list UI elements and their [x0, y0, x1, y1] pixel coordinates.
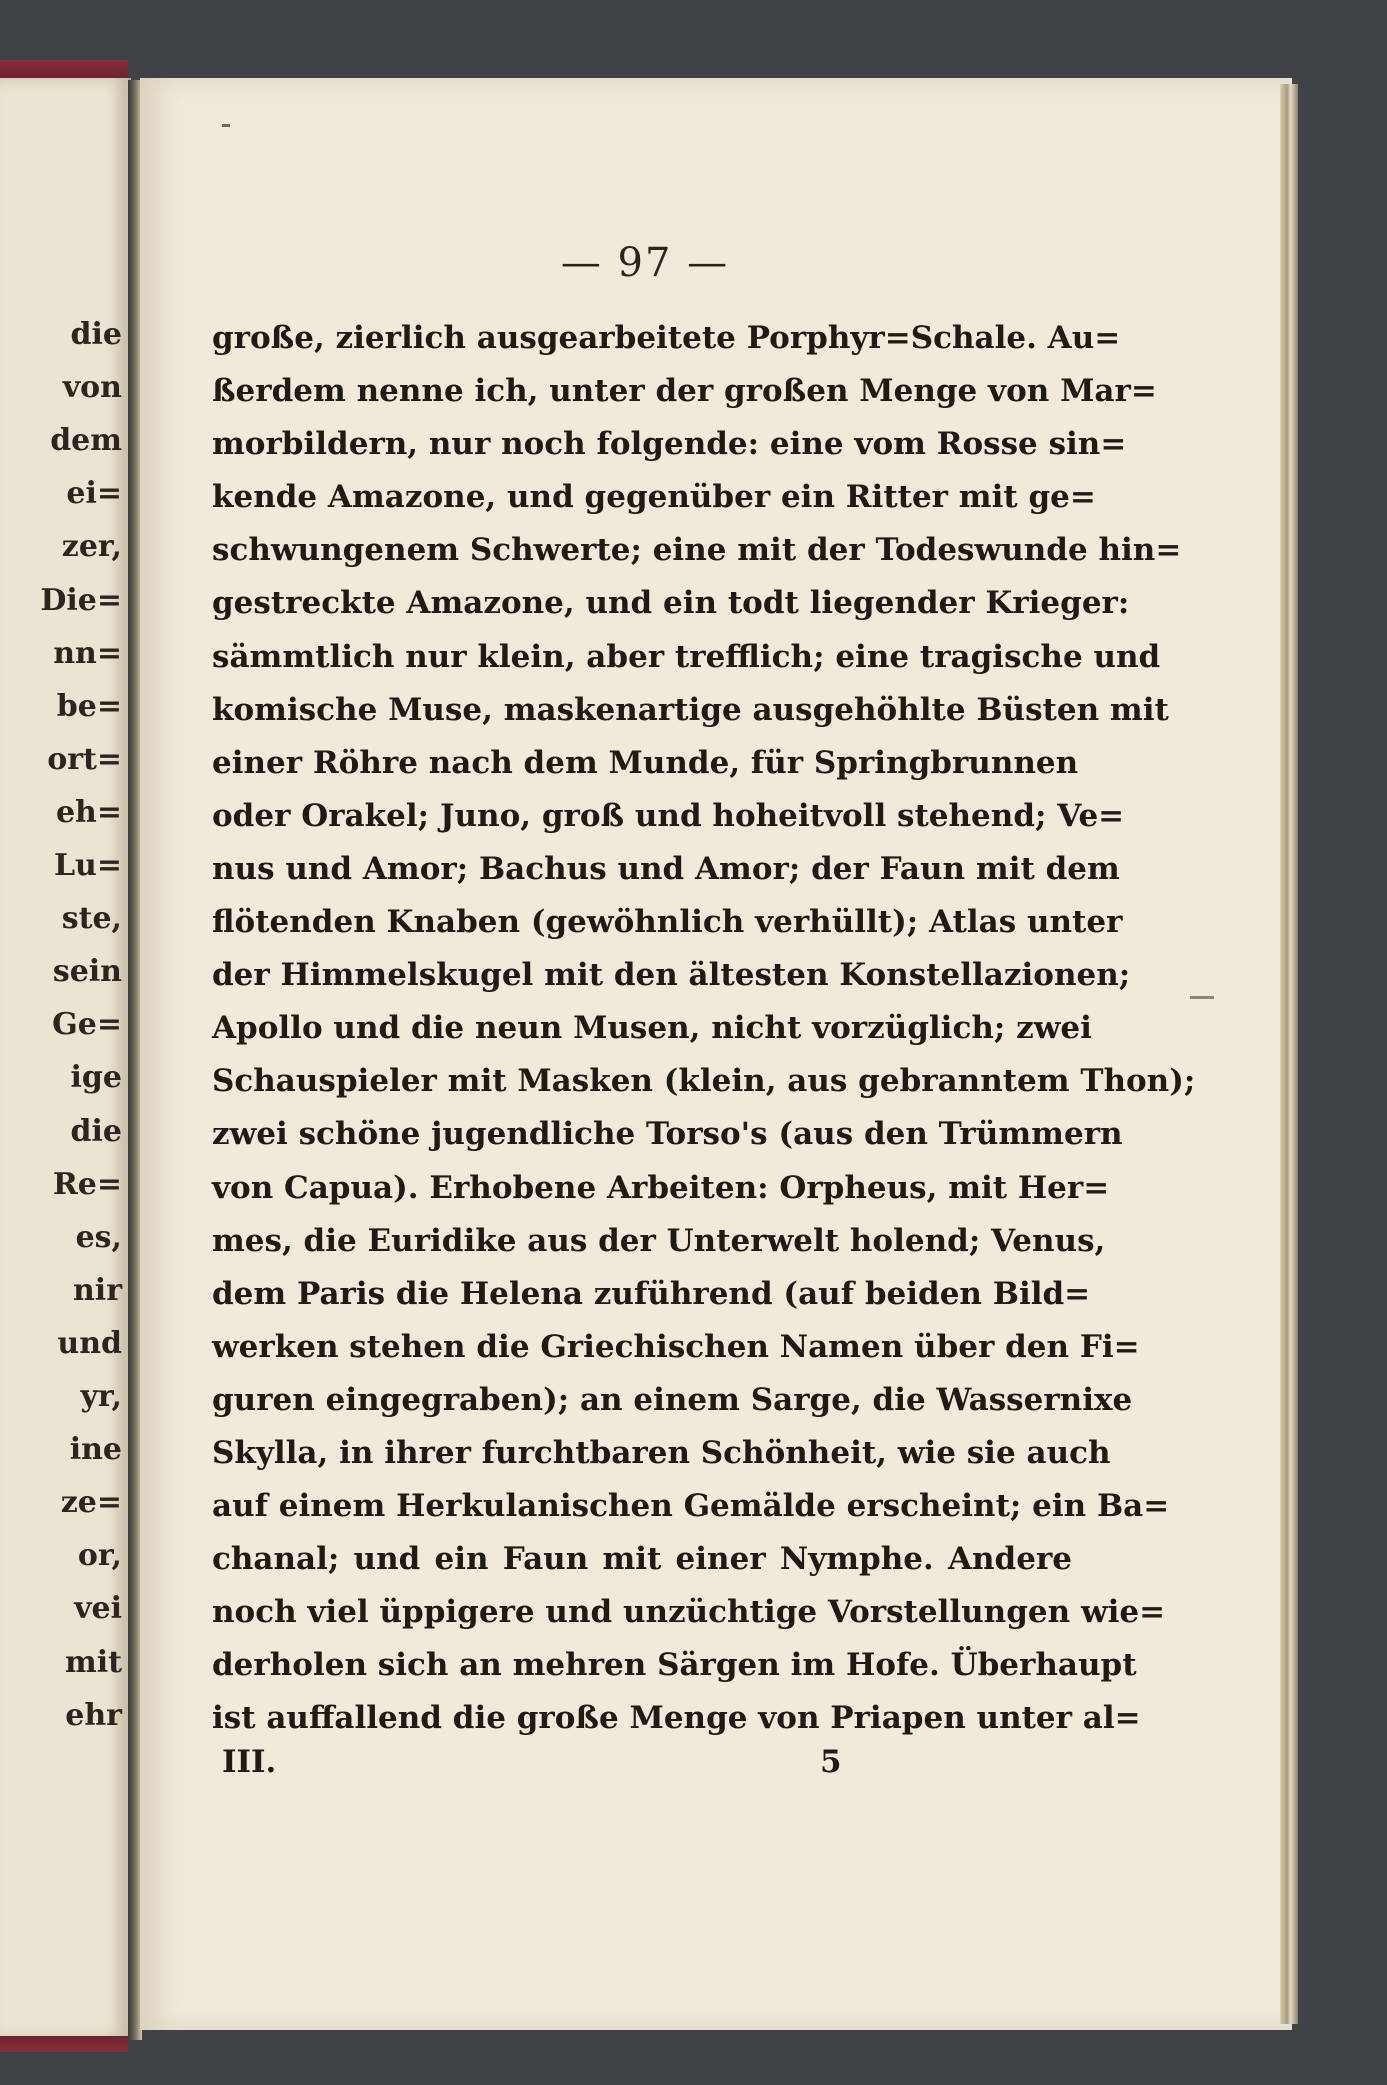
left-page-text-fragment: Die= — [40, 582, 122, 618]
book-cover-edge-top — [0, 60, 128, 78]
book-cover-edge-bottom — [0, 2036, 128, 2052]
text-line: auf einem Herkulanischen Gemälde erscheint; ein Ba= — [212, 1488, 1170, 1525]
left-page-text-fragment: Re= — [52, 1166, 122, 1202]
left-page-text-fragment: dem — [50, 423, 122, 459]
left-page-text-fragment: ort= — [47, 741, 122, 777]
left-page-text-fragment: mit — [65, 1644, 122, 1680]
text-line: noch viel üppigere und unzüchtige Vorstellungen wie= — [212, 1594, 1166, 1631]
left-page-text-fragment: nir — [72, 1272, 122, 1308]
text-line: ist auffallend die große Menge von Priapen unter al= — [212, 1700, 1141, 1737]
page-footer — [222, 1744, 842, 1788]
text-line: sämmtlich nur klein, aber trefflich; eine tragische und — [212, 638, 1161, 675]
left-page-text-fragment: nn= — [53, 635, 122, 671]
signature-mark: III. — [222, 1744, 277, 1780]
text-line: komische Muse, maskenartige ausgehöhlte Büsten mit — [212, 691, 1169, 728]
ink-speck — [222, 124, 230, 127]
leaf-number: 5 — [820, 1744, 842, 1780]
left-page-text-fragment: ige — [70, 1060, 122, 1096]
left-page-text-fragment: or, — [77, 1538, 122, 1574]
text-line: zwei schöne jugendliche Torso's (aus den Trümmern — [212, 1116, 1123, 1153]
text-line: ßerdem nenne ich, unter der großen Menge von Mar= — [212, 373, 1157, 410]
text-line: der Himmelskugel mit den ältesten Konstellazionen; — [212, 957, 1131, 994]
text-line: schwungenem Schwerte; eine mit der Todeswunde hin= — [212, 532, 1182, 569]
text-line: große, zierlich ausgearbeitete Porphyr=Schale. Au= — [212, 320, 1121, 356]
left-page-text-fragment: es, — [75, 1219, 122, 1255]
left-page-text-fragment: die — [70, 1113, 122, 1149]
text-line: derholen sich an mehren Särgen im Hofe. Überhaupt — [212, 1647, 1137, 1684]
text-line: oder Orakel; Juno, groß und hoheitvoll stehend; Ve= — [212, 797, 1125, 834]
left-page-text-fragment: ei= — [66, 476, 122, 512]
left-page-text-fragment: ste, — [61, 901, 122, 937]
text-line: von Capua). Erhobene Arbeiten: Orpheus, mit Her= — [212, 1169, 1110, 1206]
text-line: nus und Amor; Bachus und Amor; der Faun mit dem — [212, 850, 1120, 887]
text-line: Apollo und die neun Musen, nicht vorzüglich; zwei — [212, 1010, 1092, 1047]
page-header: — 97 — — [560, 240, 730, 286]
left-page-text-fragment: sein — [52, 954, 122, 990]
left-page-text-fragment: vei — [74, 1591, 122, 1627]
left-page-text-fragment: Lu= — [53, 848, 122, 883]
left-page-text-fragment: eh= — [55, 794, 122, 830]
left-page-text-fragment: Ge= — [52, 1007, 122, 1043]
text-line: werken stehen die Griechischen Namen über den Fi= — [212, 1328, 1140, 1365]
body-text — [212, 312, 1196, 1746]
text-line: morbildern, nur noch folgende: eine vom Rosse sin= — [212, 426, 1127, 463]
text-line: chanal; und ein Faun mit einer Nymphe. Andere — [212, 1541, 1072, 1578]
text-line: dem Paris die Helena zuführend (auf beiden Bild= — [212, 1275, 1091, 1312]
left-page-text-fragment: ehr — [65, 1697, 122, 1733]
left-page-text-fragment: und — [57, 1325, 122, 1361]
text-line: Skylla, in ihrer furchtbaren Schönheit, wie sie auch — [212, 1434, 1111, 1471]
text-line: Schauspieler mit Masken (klein, aus gebranntem Thon); — [212, 1063, 1196, 1100]
page-stack-edge — [1280, 84, 1298, 2024]
text-line: guren eingegraben); an einem Sarge, die Wassernixe — [212, 1381, 1133, 1418]
text-line: kende Amazone, und gegenüber ein Ritter mit ge= — [212, 479, 1096, 516]
text-line: mes, die Euridike aus der Unterwelt holend; Venus, — [212, 1222, 1106, 1259]
left-page-text-fragment: yr, — [80, 1379, 122, 1414]
text-line: flötenden Knaben (gewöhnlich verhüllt); Atlas unter — [212, 904, 1123, 941]
left-page-text-fragment: von — [62, 370, 122, 406]
left-page-text-fragment: die — [70, 317, 122, 352]
left-page-text-fragment: ze= — [60, 1485, 122, 1521]
text-line: gestreckte Amazone, und ein todt liegender Krieger: — [212, 585, 1130, 622]
left-page-text-fragment: be= — [56, 688, 122, 724]
text-line: einer Röhre nach dem Munde, für Springbrunnen — [212, 744, 1079, 781]
left-page-fragment — [0, 78, 131, 2038]
left-page-text-fragment: zer, — [61, 529, 122, 565]
left-page-text-fragment: ine — [69, 1432, 122, 1468]
ink-speck — [1190, 996, 1214, 999]
